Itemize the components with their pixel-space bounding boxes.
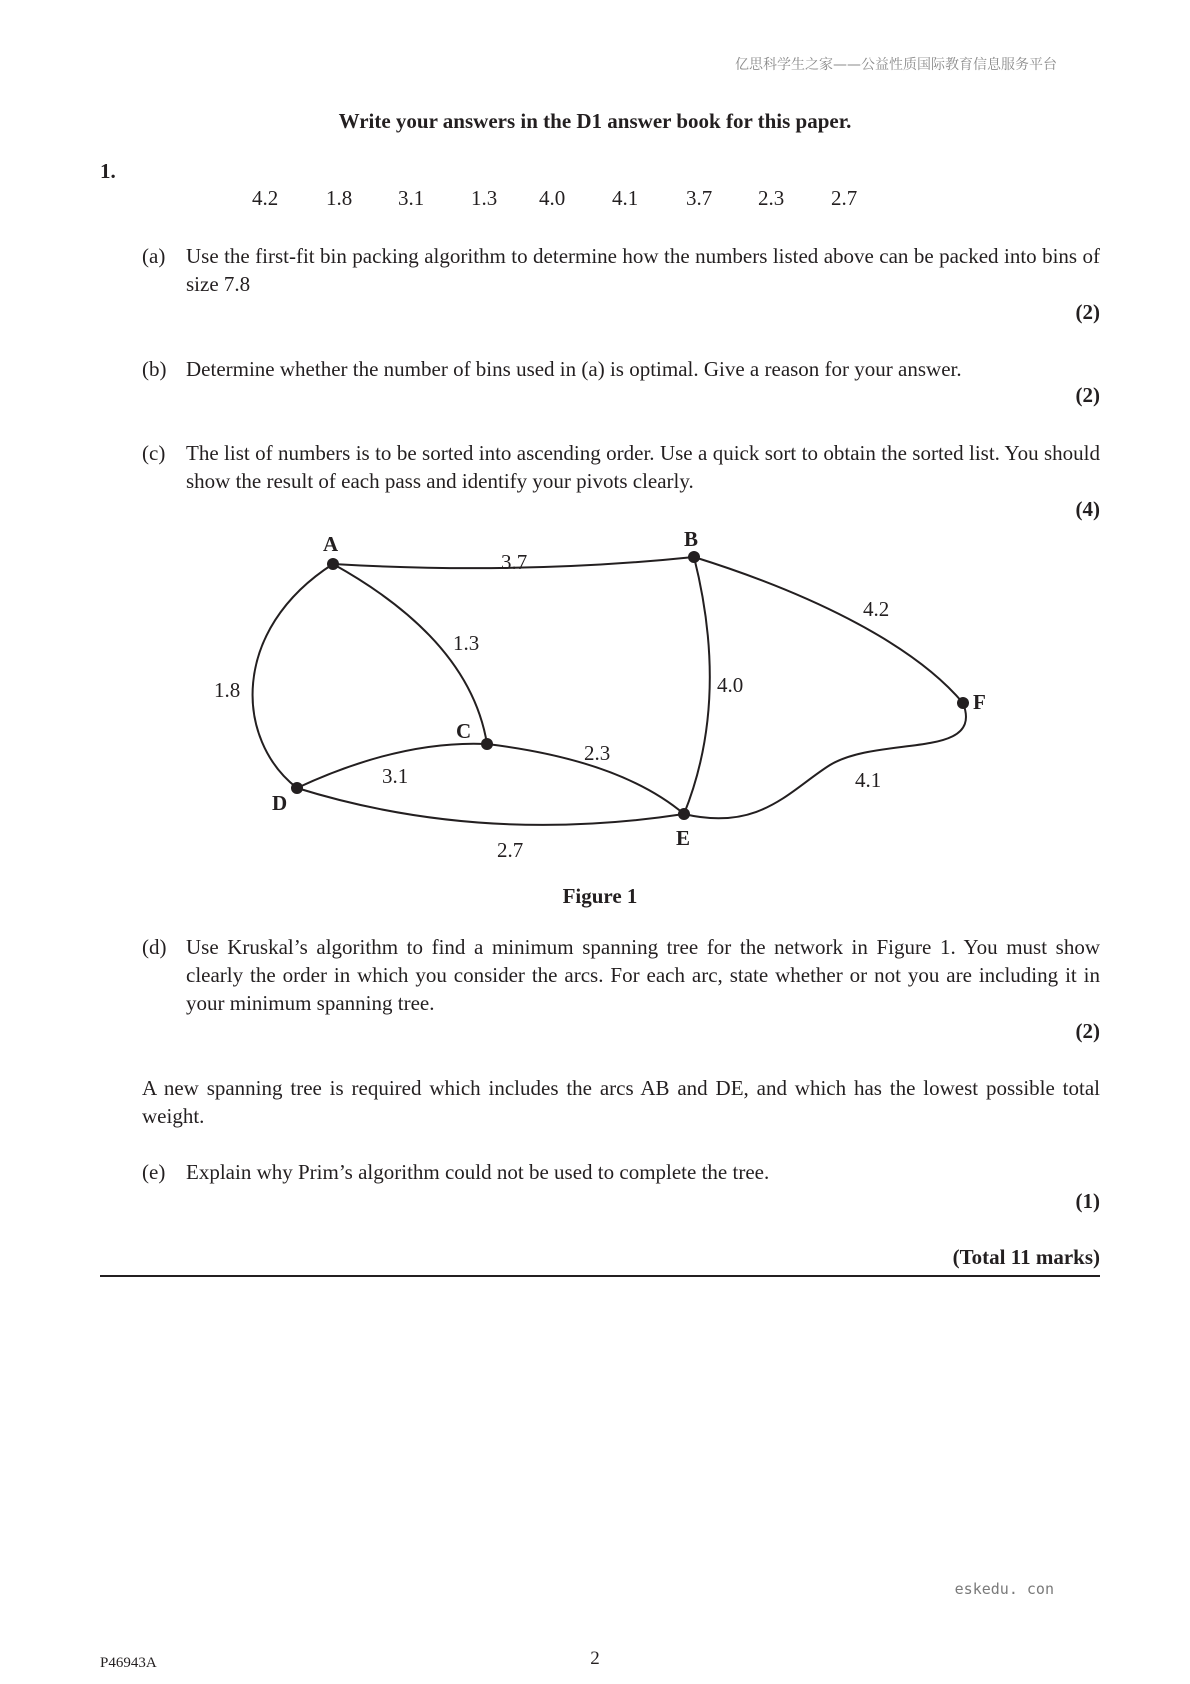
- node-a: [327, 558, 339, 570]
- edge-ad: [253, 564, 333, 788]
- weight-ce: 2.3: [584, 741, 611, 765]
- part-label: (e): [142, 1160, 166, 1184]
- list-number: 1.8: [326, 186, 353, 210]
- new-tree-paragraph: A new spanning tree is required which includes the arcs AB and DE, and which has the lowest possible total weight.: [142, 1076, 1100, 1128]
- node-c: [481, 738, 493, 750]
- part-text: Explain why Prim’s algorithm could not be used to complete the tree.: [186, 1160, 770, 1184]
- node-label-c: C: [456, 719, 472, 743]
- list-number: 2.3: [758, 186, 785, 210]
- edge-ef: [684, 703, 966, 818]
- list-number: 4.1: [612, 186, 639, 210]
- part-label: (a): [142, 244, 166, 268]
- weight-ab: 3.7: [501, 550, 528, 574]
- marks-e: (1): [1075, 1189, 1100, 1213]
- marks-a: (2): [1075, 300, 1100, 324]
- list-number: 1.3: [471, 186, 498, 210]
- weight-be: 4.0: [717, 673, 744, 697]
- node-f: [957, 697, 969, 709]
- node-b: [688, 551, 700, 563]
- figure-caption: Figure 1: [562, 884, 638, 908]
- node-label-b: B: [684, 527, 699, 551]
- weight-ac: 1.3: [453, 631, 480, 655]
- weight-bf: 4.2: [863, 597, 890, 621]
- part-label: (d): [142, 935, 167, 959]
- weight-cd: 3.1: [382, 764, 409, 788]
- part-e: [142, 1158, 1100, 1186]
- node-label-e: E: [676, 826, 691, 850]
- part-d: [142, 933, 1100, 1017]
- header-watermark: 亿思科学生之家——公益性质国际教育信息服务平台: [735, 57, 1057, 73]
- list-number: 3.7: [686, 186, 713, 210]
- question-number: 1.: [100, 159, 116, 183]
- list-number: 4.2: [252, 186, 279, 210]
- node-label-f: F: [973, 690, 986, 714]
- instruction-heading: Write your answers in the D1 answer book for this paper.: [338, 109, 852, 133]
- edge-be: [684, 557, 710, 814]
- part-text: Use Kruskal’s algorithm to find a minimum spanning tree for the network in Figure 1. You must show clearly the order in which you consider the arcs. For each arc, state whether or not you are including it in your minimum spanning tree.: [186, 935, 1100, 1015]
- node-label-d: D: [272, 791, 288, 815]
- list-number: 3.1: [398, 186, 425, 210]
- part-text: Determine whether the number of bins used in (a) is optimal. Give a reason for your answer.: [186, 357, 962, 381]
- footer-site: eskedu. con: [954, 1580, 1054, 1598]
- node-e: [678, 808, 690, 820]
- edge-de: [297, 788, 684, 825]
- marks-d: (2): [1075, 1019, 1100, 1043]
- part-text: Use the first-fit bin packing algorithm to determine how the numbers listed above can be packed into bins of size 7.8: [186, 244, 1100, 296]
- node-label-a: A: [323, 532, 339, 556]
- total-marks: (Total 11 marks): [952, 1245, 1100, 1269]
- part-label: (b): [142, 357, 167, 381]
- list-number: 4.0: [539, 186, 566, 210]
- marks-b: (2): [1075, 383, 1100, 407]
- node-d: [291, 782, 303, 794]
- weight-ad: 1.8: [214, 678, 241, 702]
- list-number: 2.7: [831, 186, 858, 210]
- part-label: (c): [142, 441, 166, 465]
- divider-rule: [100, 1275, 1100, 1277]
- weight-de: 2.7: [497, 838, 524, 862]
- marks-c: (4): [1075, 497, 1100, 521]
- part-text: The list of numbers is to be sorted into ascending order. Use a quick sort to obtain the sorted list. You should show the result of each pass and identify your pivots clearly.: [186, 441, 1100, 493]
- page-number: 2: [590, 1648, 600, 1669]
- weight-ef: 4.1: [855, 768, 882, 792]
- paper-code: P46943A: [100, 1655, 157, 1671]
